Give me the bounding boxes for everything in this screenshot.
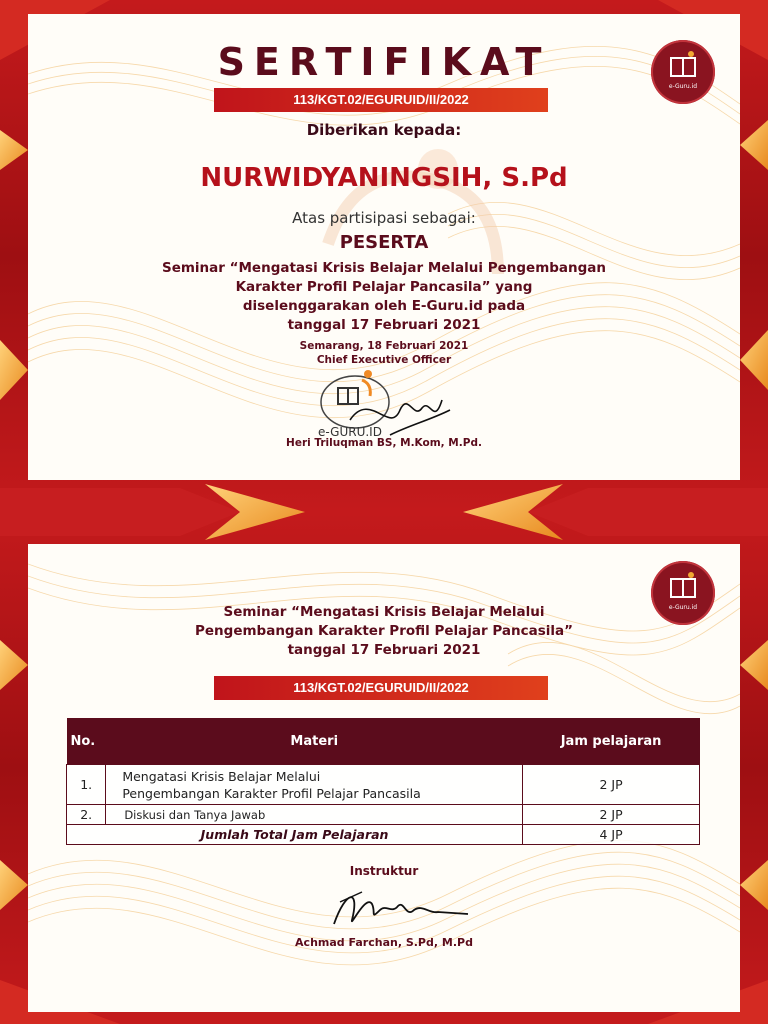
- row-jp: 2 JP: [523, 805, 700, 825]
- certificate-number: 113/KGT.02/EGURUID/II/2022: [214, 88, 548, 112]
- signature-icon: [326, 884, 476, 936]
- table-row: [67, 765, 700, 805]
- appendix-seminar-title: [120, 603, 648, 660]
- participation-label: Atas partisipasi sebagai:: [292, 209, 476, 227]
- role-label: PESERTA: [339, 232, 429, 253]
- seminar-line: Seminar “Mengatasi Krisis Belajar Melalui: [223, 604, 545, 620]
- instructor-label: Instruktur: [349, 864, 419, 878]
- logo-label: e-Guru.id: [668, 83, 698, 90]
- materi-table: [66, 718, 700, 845]
- total-value: 4 JP: [523, 825, 700, 845]
- row-no: 1.: [67, 765, 106, 805]
- description-line: diselenggarakan oleh E-Guru.id pada: [242, 298, 526, 314]
- row-no: 2.: [67, 805, 106, 825]
- certificate-description: [90, 259, 678, 335]
- header-materi: Materi: [106, 718, 523, 765]
- table-row: [67, 805, 700, 825]
- description-line: Karakter Profil Pelajar Pancasila” yang: [235, 279, 533, 295]
- instructor-name: Achmad Farchan, S.Pd, M.Pd: [295, 936, 473, 949]
- table-total-row: [67, 825, 700, 845]
- description-line: tanggal 17 Februari 2021: [287, 317, 481, 333]
- row-materi: [106, 765, 523, 805]
- header-jam: Jam pelajaran: [523, 718, 700, 765]
- recipient-name: NURWIDYANINGSIH, S.Pd: [200, 163, 568, 193]
- materi-line: Mengatasi Krisis Belajar Melalui: [122, 768, 321, 784]
- stamp-text: e-GURU.ID: [318, 425, 382, 439]
- place-date: Semarang, 18 Februari 2021: [299, 340, 469, 352]
- signer-name: Heri Triluqman BS, M.Kom, M.Pd.: [286, 437, 482, 449]
- materi-line: Pengembangan Karakter Profil Pelajar Pancasila: [122, 785, 421, 801]
- seminar-line: tanggal 17 Februari 2021: [287, 642, 481, 658]
- header-no: No.: [67, 718, 106, 765]
- row-jp: 2 JP: [523, 765, 700, 805]
- eguru-logo-icon: [651, 561, 715, 625]
- given-to-label: Diberikan kepada:: [306, 121, 462, 139]
- table-header-row: [67, 718, 700, 765]
- appendix-number: 113/KGT.02/EGURUID/II/2022: [214, 676, 548, 700]
- signer-title: Chief Executive Officer: [316, 354, 452, 366]
- seminar-line: Pengembangan Karakter Profil Pelajar Pancasila”: [195, 623, 573, 639]
- logo-label: e-Guru.id: [668, 604, 698, 611]
- description-line: Seminar “Mengatasi Krisis Belajar Melalui Pengembangan: [161, 260, 607, 276]
- total-label: Jumlah Total Jam Pelajaran: [67, 825, 523, 845]
- row-materi: Diskusi dan Tanya Jawab: [106, 805, 523, 825]
- eguru-logo-icon: [651, 40, 715, 104]
- certificate-title: SERTIFIKAT: [217, 40, 551, 84]
